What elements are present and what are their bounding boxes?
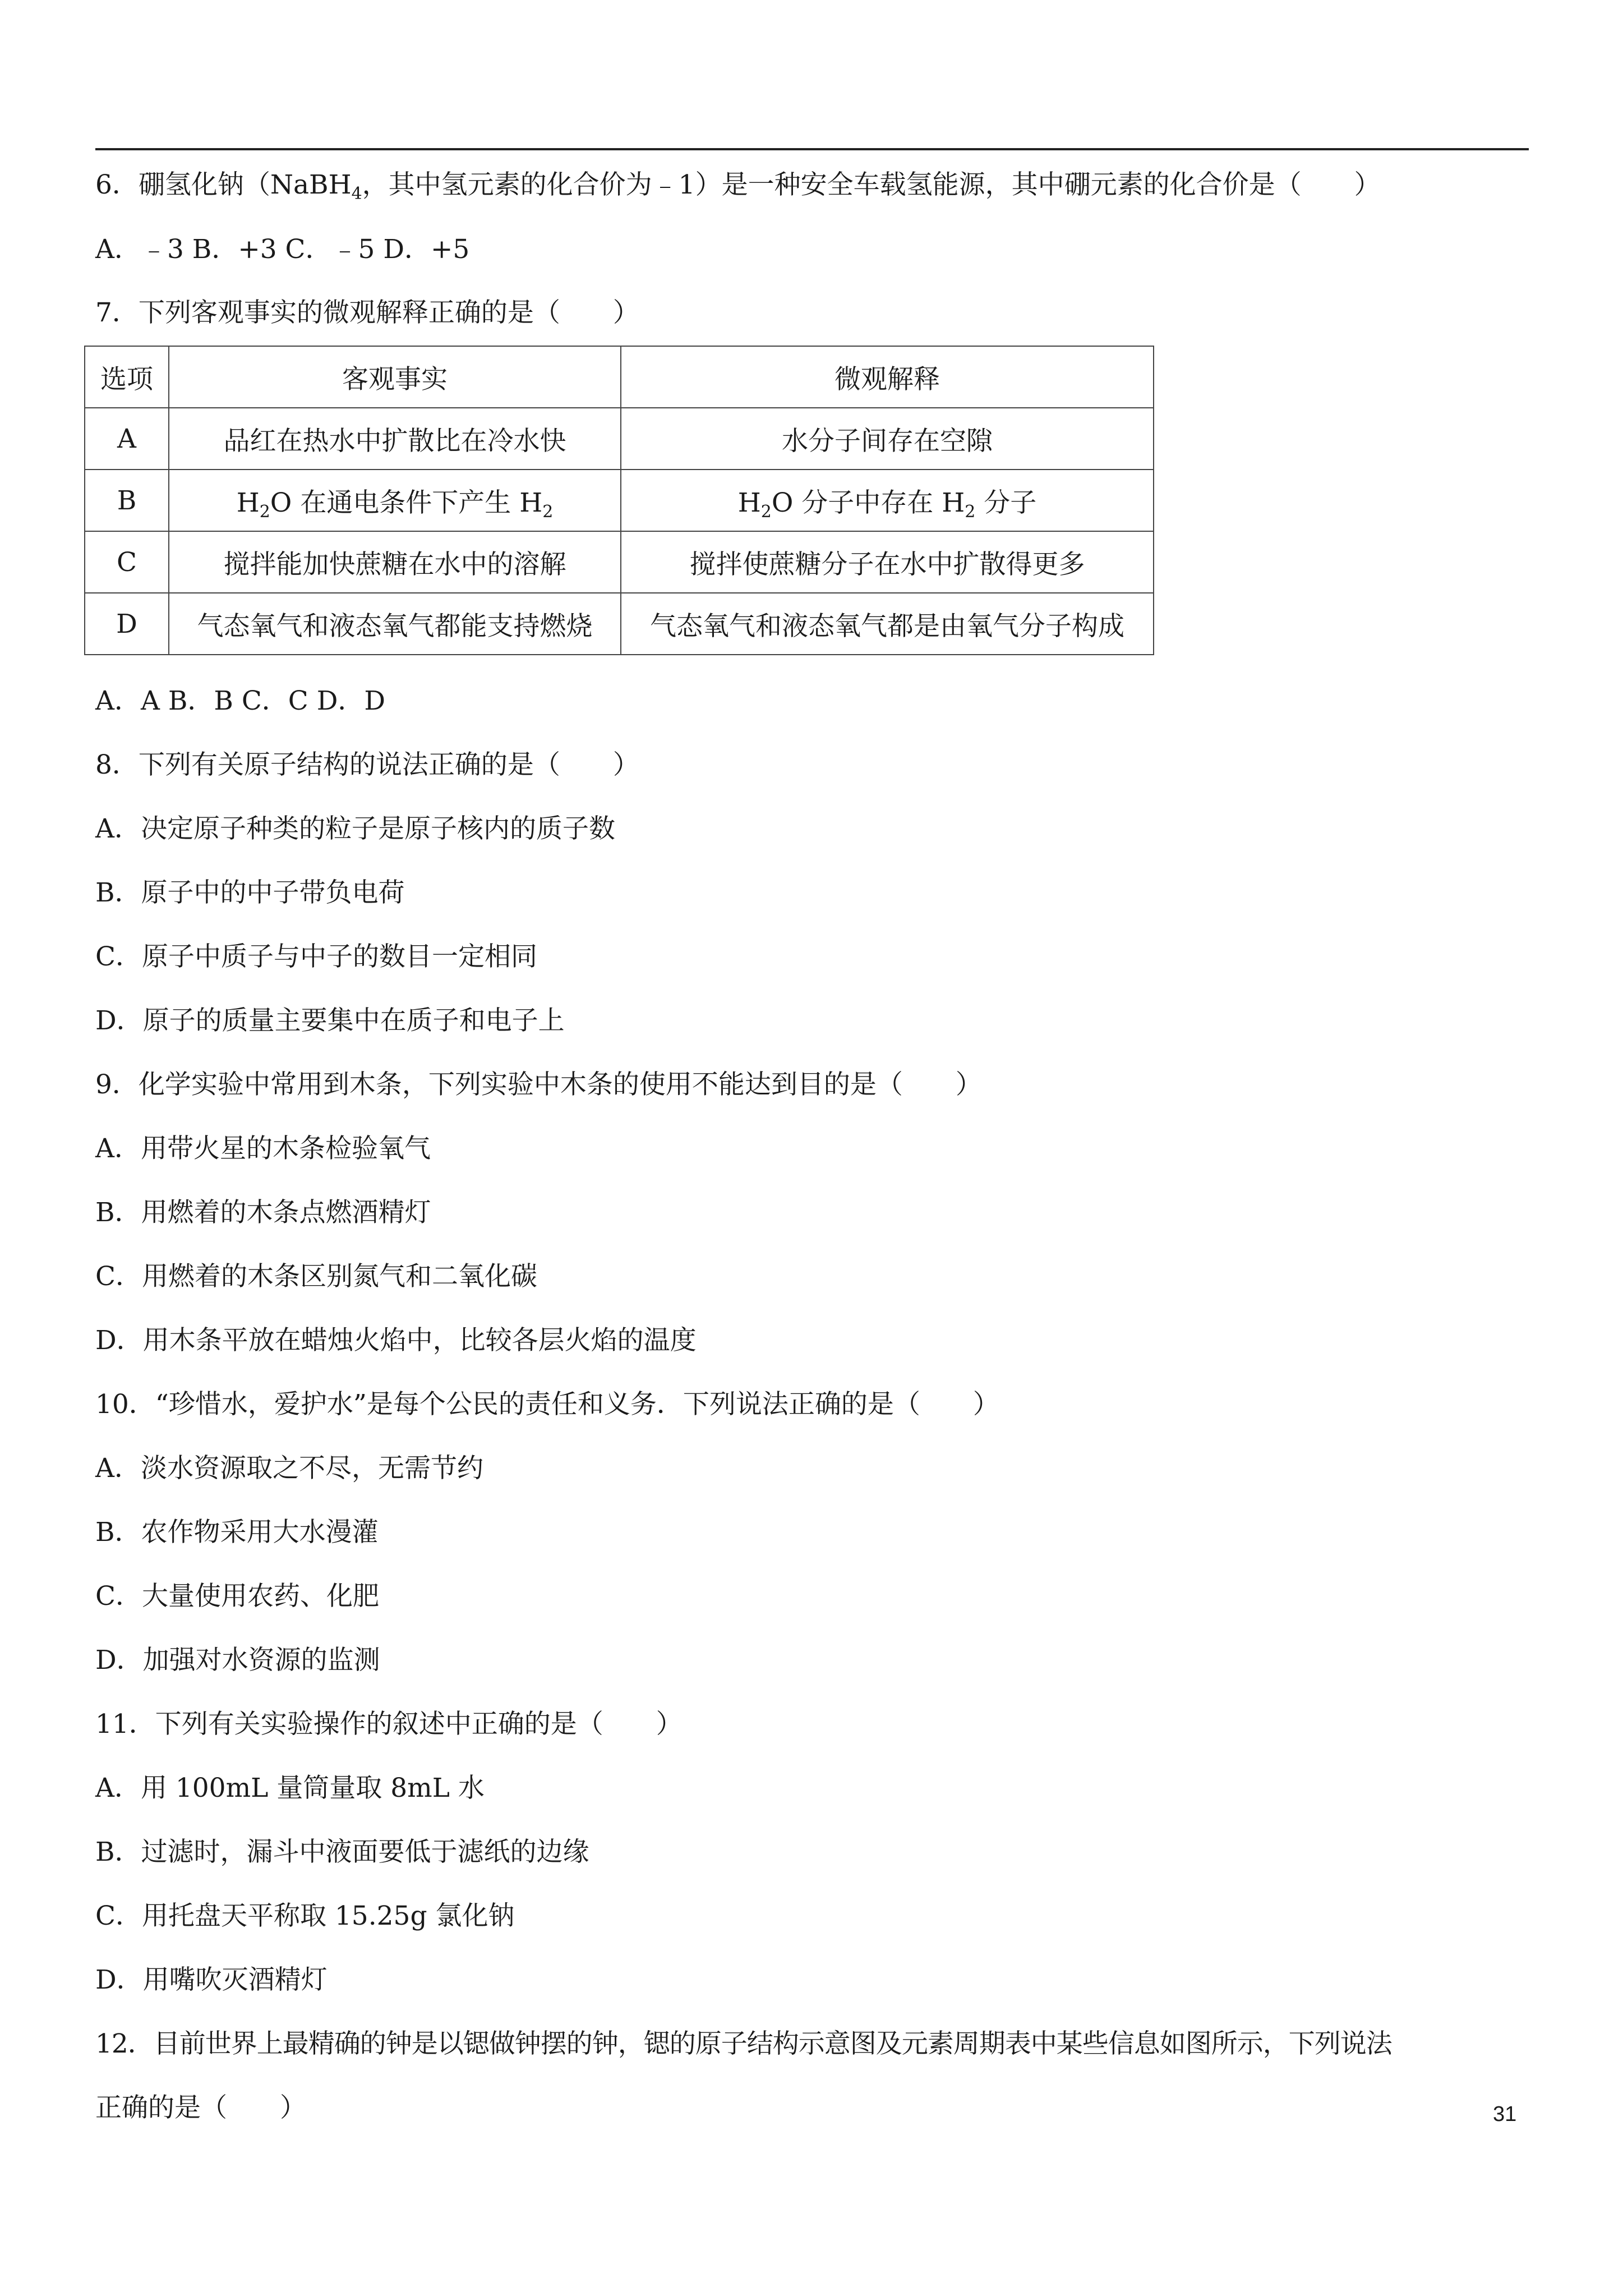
question-11-option-b: B．过滤时，漏斗中液面要低于滤纸的边缘 (95, 1837, 589, 1867)
question-10-option-c: C．大量使用农药、化肥 (95, 1581, 379, 1612)
table-row (85, 408, 1154, 470)
table-cell-explanation: 搅拌使蔗糖分子在水中扩散得更多 (621, 531, 1154, 593)
question-9-option-c: C．用燃着的木条区别氮气和二氧化碳 (95, 1261, 537, 1292)
question-7-options: A．A B．B C．C D．D (95, 685, 386, 716)
question-7-stem: 7．下列客观事实的微观解释正确的是（ ） (95, 297, 639, 328)
table-row (85, 593, 1154, 655)
table-cell-option: B (85, 470, 169, 531)
table-cell-fact: 搅拌能加快蔗糖在水中的溶解 (169, 531, 621, 593)
table-header-row (85, 346, 1154, 408)
table-cell-explanation: $H_2O$ 分子中存在 $H_2$ 分子 (621, 470, 1154, 531)
header-rule (95, 148, 1529, 150)
question-10-option-d: D．加强对水资源的监测 (95, 1645, 380, 1676)
question-11-option-c: C．用托盘天平称取 15.25g 氯化钠 (95, 1901, 515, 1931)
question-9-option-a: A．用带火星的木条检验氧气 (95, 1133, 431, 1164)
table-cell-fact: 品红在热水中扩散比在冷水快 (169, 408, 621, 470)
question-8-option-d: D．原子的质量主要集中在质子和电子上 (95, 1005, 565, 1036)
question-10-option-a: A．淡水资源取之不尽，无需节约 (95, 1453, 483, 1484)
question-10-option-b: B．农作物采用大水漫灌 (95, 1517, 379, 1548)
question-8-option-c: C．原子中质子与中子的数目一定相同 (95, 941, 537, 972)
question-8-stem: 8．下列有关原子结构的说法正确的是（ ） (95, 749, 639, 780)
table-header-explanation: 微观解释 (621, 346, 1154, 408)
question-8-option-b: B．原子中的中子带负电荷 (95, 877, 405, 908)
question-9-option-b: B．用燃着的木条点燃酒精灯 (95, 1197, 431, 1228)
table-cell-fact: $H_2O$ 在通电条件下产生 $H_2$ (169, 470, 621, 531)
question-7-table (84, 346, 1154, 655)
table-cell-option: D (85, 593, 169, 655)
question-8-option-a: A．决定原子种类的粒子是原子核内的质子数 (95, 813, 615, 844)
table-cell-option: C (85, 531, 169, 593)
question-11-stem: 11．下列有关实验操作的叙述中正确的是（ ） (95, 1709, 683, 1740)
question-9-stem: 9．化学实验中常用到木条，下列实验中木条的使用不能达到目的是（ ） (95, 1069, 982, 1100)
table-cell-fact: 气态氧气和液态氧气都能支持燃烧 (169, 593, 621, 655)
table-row (85, 531, 1154, 593)
table-cell-explanation: 水分子间存在空隙 (621, 408, 1154, 470)
question-11-option-a: A．用 100mL 量筒量取 8mL 水 (95, 1773, 485, 1803)
table-cell-option: A (85, 408, 169, 470)
table-header-option: 选项 (85, 346, 169, 408)
question-6-stem: 6．硼氢化钠（NaBH$_4$，其中氢元素的化合价为﹣1）是一种安全车载氢能源，其中硼元素的化合价是（ ） (95, 169, 1381, 204)
question-6-options: A．﹣3 B．+3 C．﹣5 D．+5 (95, 234, 470, 265)
table-cell-explanation: 气态氧气和液态氧气都是由氧气分子构成 (621, 593, 1154, 655)
question-12-stem-line-2: 正确的是（ ） (95, 2092, 306, 2123)
question-10-stem: 10．“珍惜水，爱护水”是每个公民的责任和义务．下列说法正确的是（ ） (95, 1389, 999, 1420)
page-number: 31 (1493, 2102, 1517, 2126)
table-row (85, 470, 1154, 531)
question-9-option-d: D．用木条平放在蜡烛火焰中，比较各层火焰的温度 (95, 1325, 697, 1356)
question-11-option-d: D．用嘴吹灭酒精灯 (95, 1964, 328, 1995)
question-12-stem-line-1: 12．目前世界上最精确的钟是以锶做钟摆的钟，锶的原子结构示意图及元素周期表中某些信息如图所示，下列说法 (95, 2028, 1392, 2059)
table-header-fact: 客观事实 (169, 346, 621, 408)
